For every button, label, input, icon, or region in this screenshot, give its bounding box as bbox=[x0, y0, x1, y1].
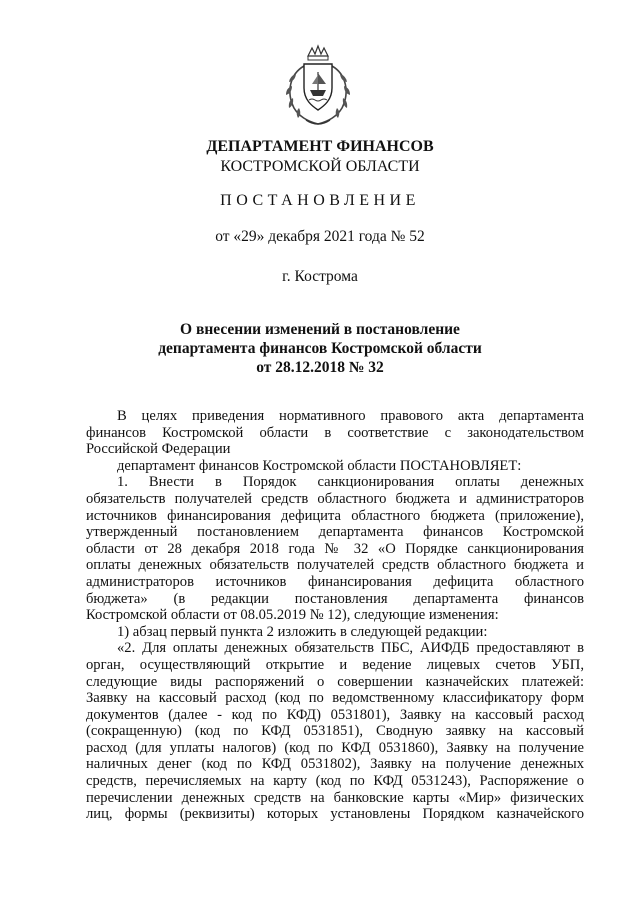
body-line: В целях приведения нормативного правового акта департамента bbox=[117, 408, 584, 424]
document-subject bbox=[0, 320, 640, 377]
body-line: лиц, формы (реквизиты) которых установлены Порядком казначейского bbox=[86, 806, 584, 823]
body-line: орган, осуществляющий открытие и ведение лицевых счетов УБП, bbox=[86, 656, 584, 673]
body-line: обязательств получателей средств областного бюджета и администраторов bbox=[86, 490, 584, 507]
body-line: расход (для уплаты налогов) (код по КФД 0531860), Заявку на получение bbox=[86, 739, 584, 756]
body-line: документов (далее - код по КФД) 0531801), Заявку на кассовый расход bbox=[86, 706, 584, 723]
document-date-number: от «29» декабря 2021 года № 52 bbox=[215, 228, 425, 245]
body-line: области от 28 декабря 2018 года № 32 «О Порядке санкционирования bbox=[86, 540, 584, 557]
body-line: перечислении денежных средств на банковские карты «Мир» физических bbox=[86, 789, 584, 806]
document-body bbox=[86, 408, 584, 823]
body-line: Российской Федерации bbox=[86, 441, 231, 458]
body-line: источников финансирования дефицита областного бюджета (приложение), bbox=[86, 507, 584, 524]
body-line: 1. Внести в Порядок санкционирования оплаты денежных bbox=[117, 474, 584, 491]
department-title: ДЕПАРТАМЕНТ ФИНАНСОВ bbox=[206, 138, 434, 155]
body-line: оплаты денежных обязательств получателей средств областного бюджета и bbox=[86, 557, 584, 574]
body-line: утвержденный постановлением департамента финансов Костромской bbox=[86, 524, 584, 541]
body-line: департамент финансов Костромской области ПОСТАНОВЛЯЕТ: bbox=[117, 457, 522, 474]
department-region: КОСТРОМСКОЙ ОБЛАСТИ bbox=[220, 158, 420, 175]
body-line: средств, перечисляемых на карту (код по КФД 0531243), Распоряжение о bbox=[86, 773, 584, 790]
subject-line: от 28.12.2018 № 32 bbox=[256, 359, 384, 376]
body-line: финансов Костромской области в соответствие с законодательством bbox=[86, 424, 584, 441]
body-line: 1) абзац первый пункта 2 изложить в следующей редакции: bbox=[117, 623, 488, 640]
document-type: ПОСТАНОВЛЕНИЕ bbox=[220, 192, 420, 209]
body-line: администраторов источников финансирования дефицита областного bbox=[86, 573, 584, 590]
subject-line: О внесении изменений в постановление bbox=[180, 321, 460, 338]
coat-of-arms-icon bbox=[282, 44, 354, 128]
body-line: «2. Для оплаты денежных обязательств ПБС, АИФДБ предоставляют в bbox=[117, 640, 584, 657]
body-line: следующие виды распоряжений о совершении казначейских платежей: bbox=[86, 673, 584, 690]
body-line: наличных денег (код по КФД 0531802), Заявку на получение денежных bbox=[86, 756, 584, 773]
body-line: бюджета» (в редакции постановления департамента финансов bbox=[86, 590, 584, 607]
document-city: г. Кострома bbox=[282, 268, 358, 285]
body-line: Заявку на кассовый расход (код по ведомственному классификатору форм bbox=[86, 690, 584, 707]
body-line: (сокращенную) (код по КФД 0531851), Сводную заявку на кассовый bbox=[86, 723, 584, 740]
body-line: Костромской области от 08.05.2019 № 12), следующие изменения: bbox=[86, 607, 499, 624]
subject-line: департамента финансов Костромской области bbox=[158, 340, 482, 357]
